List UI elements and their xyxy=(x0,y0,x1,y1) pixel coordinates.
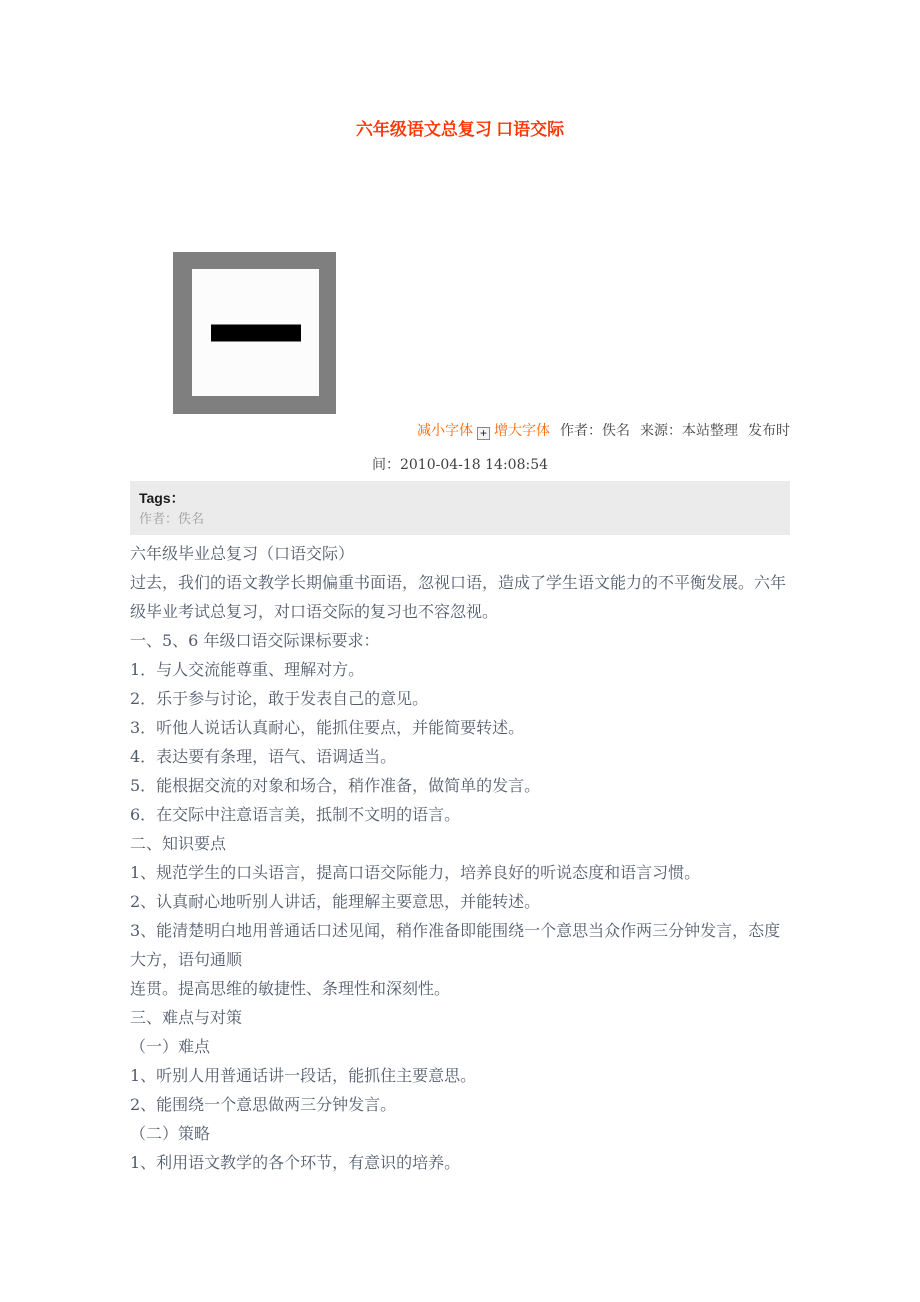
image-black-bar xyxy=(211,324,301,341)
content-column xyxy=(130,252,790,1177)
article-body xyxy=(130,539,790,1177)
paragraph: 六年级毕业总复习（口语交际） xyxy=(130,544,355,563)
page-title: 六年级语文总复习 口语交际 xyxy=(355,120,565,139)
publish-time-prefix: 发布时 xyxy=(748,423,790,439)
tags-value: 作者：佚名 xyxy=(139,512,205,527)
paragraph: 三、难点与对策 xyxy=(130,1008,243,1027)
paragraph: （二）策略 xyxy=(130,1124,211,1143)
paragraph: 3、能清楚明白地用普通话口述见闻，稍作准备即能围绕一个意思当众作两三分钟发言，态度大方，语句通顺 xyxy=(130,921,781,969)
tags-label: Tags： xyxy=(139,490,185,506)
author-label: 作者：佚名 xyxy=(560,423,630,439)
tags-box xyxy=(130,481,790,535)
image-inner-area xyxy=(192,269,319,396)
paragraph: 1、利用语文教学的各个环节，有意识的培养。 xyxy=(130,1153,461,1172)
paragraph: 6．在交际中注意语言美，抵制不文明的语言。 xyxy=(130,805,461,824)
paragraph: 连贯。提高思维的敏捷性、条理性和深刻性。 xyxy=(130,979,451,998)
paragraph: （一）难点 xyxy=(130,1037,211,1056)
paragraph: 一、5、6 年级口语交际课标要求： xyxy=(130,631,380,650)
paragraph: 5．能根据交流的对象和场合，稍作准备，做简单的发言。 xyxy=(130,776,541,795)
paragraph: 3．听他人说话认真耐心，能抓住要点，并能简要转述。 xyxy=(130,718,525,737)
zoom-in-icon[interactable]: + xyxy=(477,427,490,440)
article-meta-line1 xyxy=(130,421,790,441)
source-label: 来源：本站整理 xyxy=(640,423,738,439)
paragraph: 1、规范学生的口头语言，提高口语交际能力，培养良好的听说态度和语言习惯。 xyxy=(130,863,701,882)
paragraph: 过去，我们的语文教学长期偏重书面语，忽视口语，造成了学生语文能力的不平衡发展。六年级毕业考试总复习，对口语交际的复习也不容忽视。 xyxy=(130,573,787,621)
decrease-font-link[interactable]: 减小字体 xyxy=(417,423,473,439)
publish-time-value: 间：2010-04-18 14:08:54 xyxy=(371,457,549,473)
article-image-placeholder xyxy=(173,252,336,414)
paragraph: 2、能围绕一个意思做两三分钟发言。 xyxy=(130,1095,397,1114)
paragraph: 1．与人交流能尊重、理解对方。 xyxy=(130,660,365,679)
paragraph: 二、知识要点 xyxy=(130,834,227,853)
paragraph: 1、听别人用普通话讲一段话，能抓住主要意思。 xyxy=(130,1066,477,1085)
increase-font-link[interactable]: 增大字体 xyxy=(494,423,550,439)
paragraph: 2、认真耐心地听别人讲话，能理解主要意思，并能转述。 xyxy=(130,892,541,911)
paragraph: 4．表达要有条理，语气、语调适当。 xyxy=(130,747,397,766)
paragraph: 2．乐于参与讨论，敢于发表自己的意见。 xyxy=(130,689,429,708)
